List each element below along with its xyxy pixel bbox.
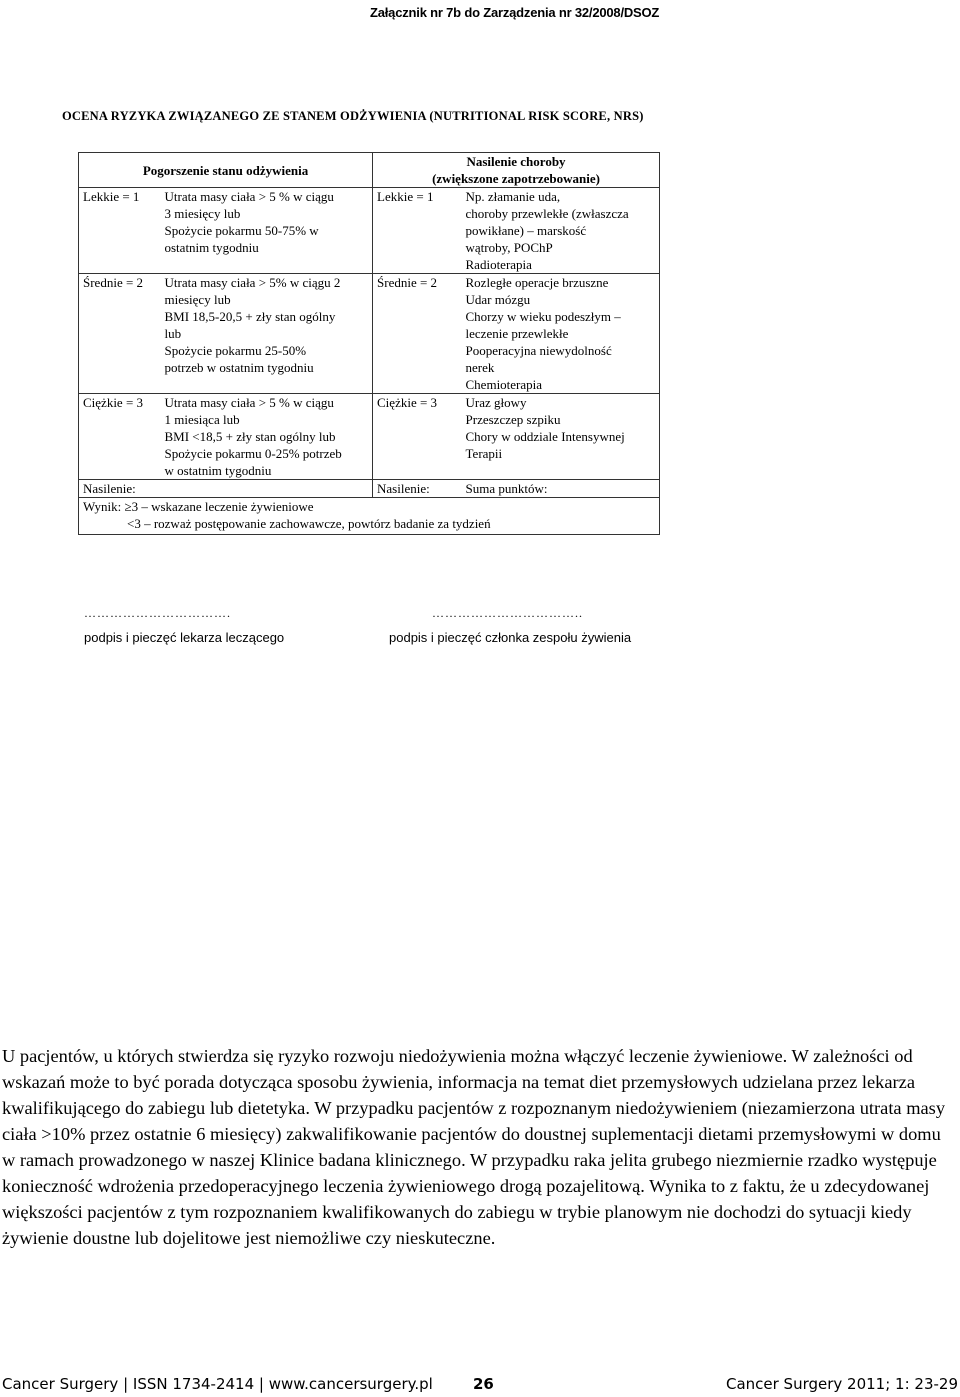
score-sum-cell: Suma punktów: [462,480,660,498]
result-line-1: Wynik: ≥3 – wskazane leczenie żywieniowe [83,499,314,514]
signature-line-left: ……………………………. [84,606,231,620]
signature-label-right: podpis i pieczęć członka zespołu żywienia [389,630,632,645]
table-header-row [79,153,660,188]
nasilenie-left-cell: Nasilenie: [79,480,373,498]
nrs-title: OCENA RYZYKA ZWIĄZANEGO ZE STANEM ODŻYWIENIA (NUTRITIONAL RISK SCORE, NRS) [62,109,644,123]
result-line-2: <3 – rozważ postępowanie zachowawcze, powtórz badanie za tydzień [127,516,491,531]
body-paragraph: U pacjentów, u których stwierdza się ryzyko rozwoju niedożywienia można włączyć leczenie żywieniowe. W zależności od wskazań może to być porada dotycząca sposobu żywienia, informacja na temat diet przemysłowych udzielana przez lekarza kwalifikującego do zabiegu lub dietetyka. W przypadku pacjentów z rozpoznanym niedożywieniem (niezamierzona utrata masy ciała >10% przez ostatnie 6 miesięcy) zakwalifikowanie pacjentów do doustnej suplementacji dietami przemysłowymi w domu w ramach prowadzonego w naszej Klinice badana klinicznego. W przypadku raka jelita grubego niezmiernie rzadko występuje konieczność wdrożenia przedoperacyjnego leczenia żywieniowego drogą pozajelitową. Wynika to z faktu, że u zdecydowanej większości pacjentów z tym rozpoznaniem kwalifikowanych do zabiegu w trybie planowym nie dochodzi do sytuacji kiedy żywienie doustne lub dojelitowe jest niemożliwe czy nieskuteczne. [2,1046,946,1248]
table-row-mild [79,188,660,274]
criteria-cell: Rozległe operacje brzuszne Udar mózgu Chorzy w wieku podeszłym – leczenie przewlekłe Pooperacyjna niewydolność nerek Chemioterapia [462,274,660,394]
signature-label-left: podpis i pieczęć lekarza leczącego [84,630,285,645]
table-row-result [79,498,660,535]
grade-cell: Średnie = 2 [373,274,462,394]
grade-cell: Ciężkie = 3 [373,394,462,480]
grade-cell: Średnie = 2 [79,274,161,394]
page-footer [0,1375,960,1397]
criteria-cell: Uraz głowy Przeszczep szpiku Chory w oddziale Intensywnej Terapii [462,394,660,480]
grade-cell: Lekkie = 1 [79,188,161,274]
footer-citation: Cancer Surgery 2011; 1: 23-29 [725,1375,958,1393]
table-row-severe [79,394,660,480]
header-severity: Nasilenie choroby (zwiększone zapotrzebowanie) [373,153,660,188]
table-row-moderate [79,274,660,394]
nrs-table [78,152,660,535]
footer-journal-info: Cancer Surgery | ISSN 1734-2414 | www.cancersurgery.pl [2,1375,433,1393]
result-cell [79,498,660,535]
criteria-cell: Utrata masy ciała > 5% w ciągu 2 miesięcy lub BMI 18,5-20,5 + zły stan ogólny lub Spożycie pokarmu 25-50% potrzeb w ostatnim tygodniu [161,274,373,394]
page-number: 26 [473,1375,494,1393]
criteria-cell: Utrata masy ciała > 5 % w ciągu 3 miesięcy lub Spożycie pokarmu 50-75% w ostatnim tygodniu [161,188,373,274]
nasilenie-right-cell: Nasilenie: [373,480,462,498]
grade-cell: Lekkie = 1 [373,188,462,274]
criteria-cell: Np. złamanie uda, choroby przewlekłe (zwłaszcza powikłane) – marskość wątroby, POChP Radioterapia [462,188,660,274]
header-deterioration: Pogorszenie stanu odżywienia [79,153,373,188]
grade-cell: Ciężkie = 3 [79,394,161,480]
signature-line-right: …………………………….. [432,606,583,620]
criteria-cell: Utrata masy ciała > 5 % w ciągu 1 miesiąca lub BMI <18,5 + zły stan ogólny lub Spożycie pokarmu 0-25% potrzeb w ostatnim tygodniu [161,394,373,480]
annex-header: Załącznik nr 7b do Zarządzenia nr 32/2008/DSOZ [370,5,660,20]
table-row-totals [79,480,660,498]
